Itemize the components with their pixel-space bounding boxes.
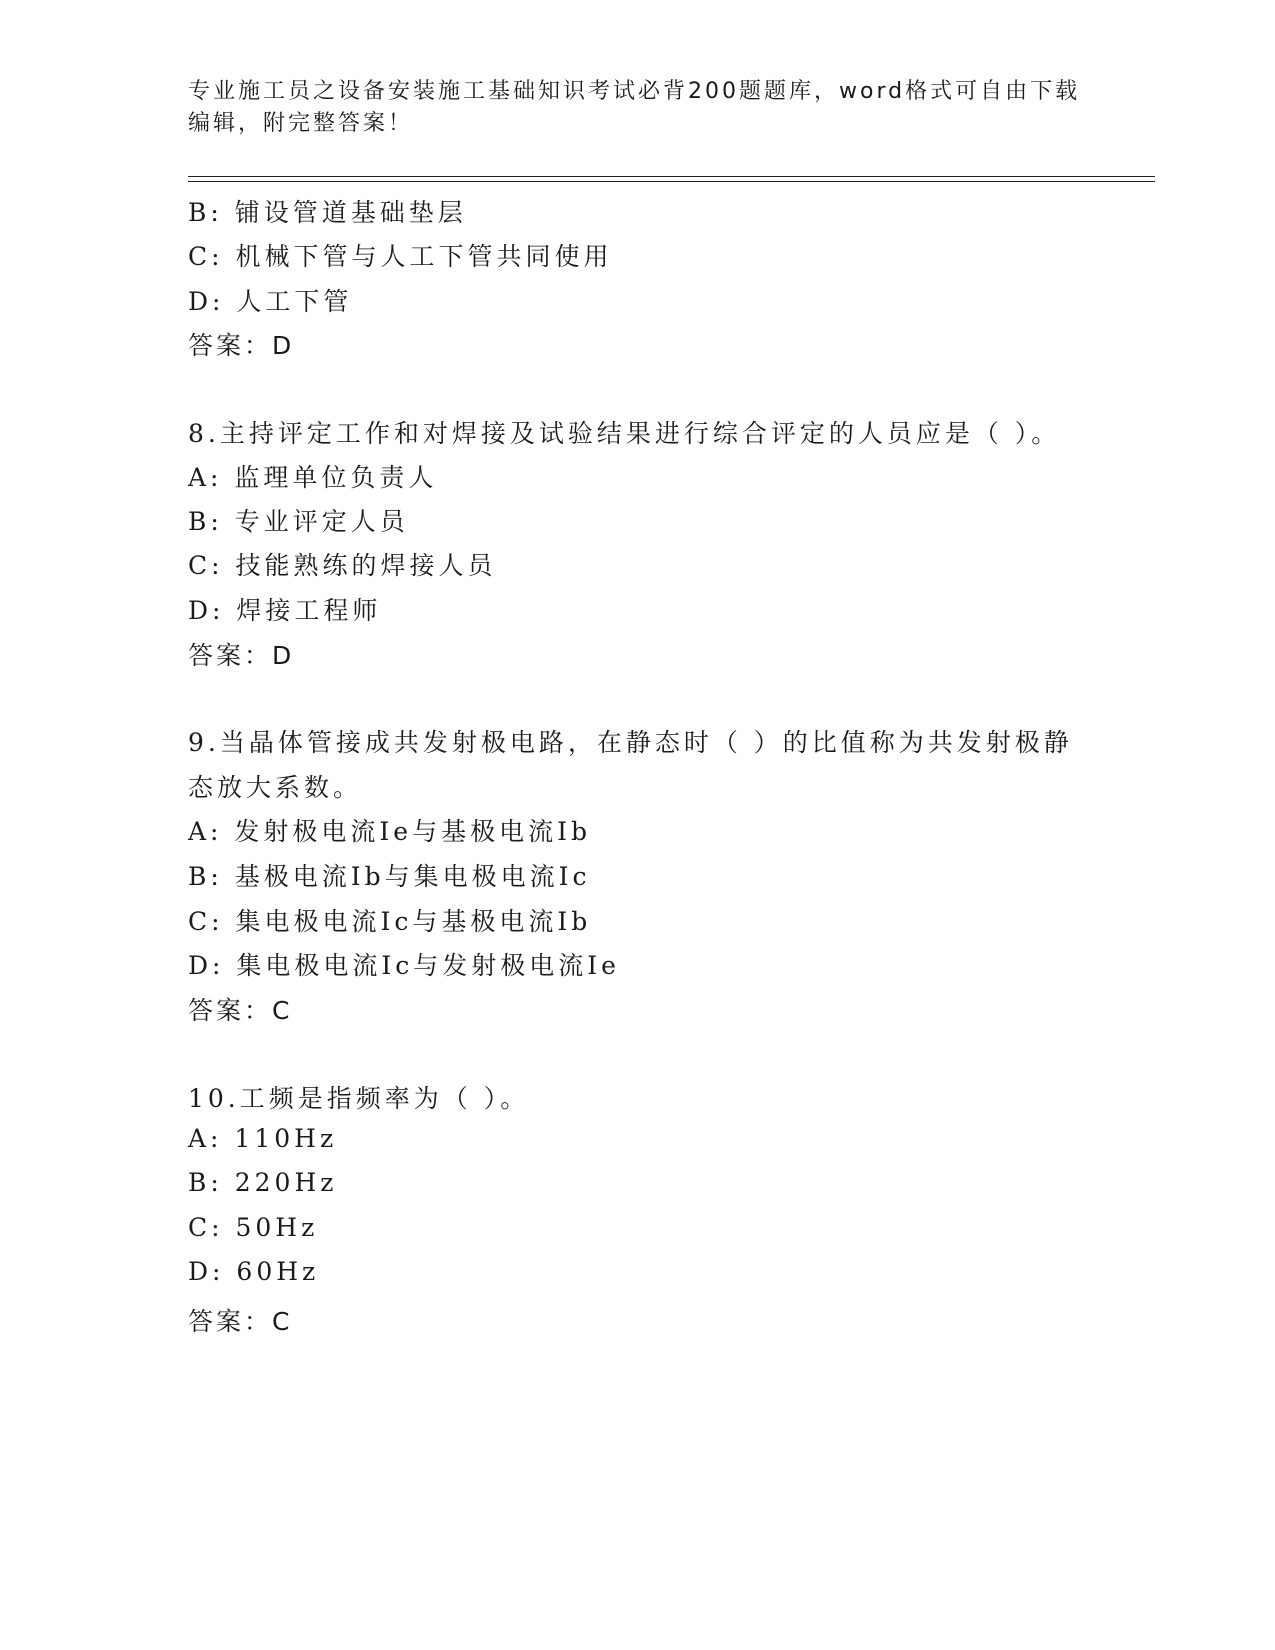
q8-answer: 答案：D xyxy=(188,641,295,670)
q10-question: 10.工频是指频率为（ ）。 xyxy=(188,1084,530,1113)
header-divider-top xyxy=(188,176,1155,177)
header-title-line2: 编辑，附完整答案！ xyxy=(188,111,414,136)
q9-option-d: D: 集电极电流Ic与发射极电流Ie xyxy=(188,951,620,980)
q7-option-c: C: 机械下管与人工下管共同使用 xyxy=(188,242,613,271)
q7-option-b: B: 铺设管道基础垫层 xyxy=(188,198,467,227)
q7-answer: 答案：D xyxy=(188,331,295,360)
q8-option-b: B: 专业评定人员 xyxy=(188,507,409,536)
q9-answer: 答案：C xyxy=(188,996,293,1025)
q10-option-b: B: 220Hz xyxy=(188,1168,338,1197)
q8-question: 8.主持评定工作和对焊接及试验结果进行综合评定的人员应是（ ）。 xyxy=(188,419,1061,448)
q9-option-c: C: 集电极电流Ic与基极电流Ib xyxy=(188,907,592,936)
q8-option-c: C: 技能熟练的焊接人员 xyxy=(188,551,497,580)
q10-option-c: C: 50Hz xyxy=(188,1213,319,1242)
q10-option-d: D: 60Hz xyxy=(188,1257,320,1286)
header-title-line1: 专业施工员之设备安装施工基础知识考试必背200题题库，word格式可自由下载 xyxy=(188,79,1081,104)
q9-question-line2: 态放大系数。 xyxy=(188,773,363,802)
q9-option-b: B: 基极电流Ib与集电极电流Ic xyxy=(188,862,591,891)
header-divider-bottom xyxy=(188,181,1155,182)
q7-option-d: D: 人工下管 xyxy=(188,287,353,316)
q8-option-d: D: 焊接工程师 xyxy=(188,596,382,625)
q8-option-a: A: 监理单位负责人 xyxy=(188,463,438,492)
q9-option-a: A: 发射极电流Ie与基极电流Ib xyxy=(188,817,591,846)
q10-option-a: A: 110Hz xyxy=(188,1124,338,1153)
q9-question-line1: 9.当晶体管接成共发射极电路，在静态时（ ）的比值称为共发射极静 xyxy=(188,728,1073,757)
q10-answer: 答案：C xyxy=(188,1307,293,1336)
